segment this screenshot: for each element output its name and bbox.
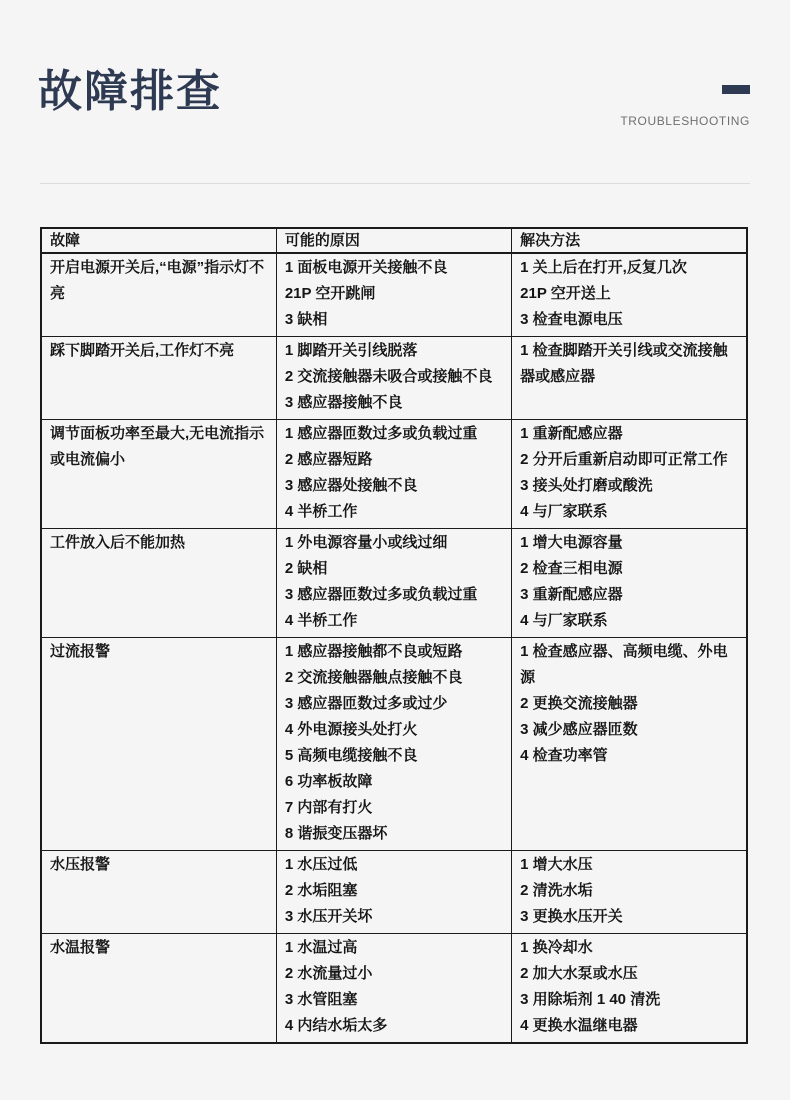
cell-line: 3 水压开关坏 [284,908,373,925]
header-causes: 可能的原因 [276,228,511,253]
fault-cell [41,529,276,638]
solutions-cell [512,934,747,1044]
cell-line: 2 交流接触器未吸合或接触不良 [284,368,493,385]
cell-line: 1 面板电源开关接触不良 [284,259,448,276]
cell-line: 2 交流接触器触点接触不良 [284,669,463,686]
cell-line: 1 增大水压 [520,856,593,873]
cell-line: 水温报警 [50,939,111,956]
cell-line: 1 水压过低 [284,856,358,873]
cell-line: 5 高频电缆接触不良 [284,747,418,764]
header-divider [40,183,750,184]
table-row [41,934,747,1044]
cell-line: 1 关上后在打开,反复几次 [520,259,687,276]
cell-line: 1 外电源容量小或线过细 [284,534,448,551]
cell-line: 3 感应器接触不良 [284,394,403,411]
cell-line: 水压报警 [50,856,111,873]
cell-line: 1 脚踏开关引线脱落 [284,342,418,359]
solutions-cell [512,529,747,638]
causes-cell [276,934,511,1044]
cell-line: 1 重新配感应器 [520,425,623,442]
cell-line: 4 半桥工作 [284,503,358,520]
causes-cell [276,851,511,934]
cell-line: 3 感应器处接触不良 [284,477,418,494]
cell-line: 4 内结水垢太多 [284,1017,388,1034]
title-corner-block [620,81,750,128]
cell-line: 3 感应器匝数过多或负载过重 [284,586,478,603]
cell-line: 1 增大电源容量 [520,534,623,551]
cell-line: 4 检查功率管 [520,747,608,764]
cell-line: 4 外电源接头处打火 [284,721,418,738]
header-fault: 故障 [41,228,276,253]
table-body [41,253,747,1043]
table-row [41,253,747,337]
cell-line: 1 感应器匝数过多或负载过重 [284,425,478,442]
fault-cell [41,337,276,420]
cell-line: 21P 空开送上 [520,285,611,302]
fault-cell [41,934,276,1044]
cell-line: 4 半桥工作 [284,612,358,629]
table-row [41,420,747,529]
solutions-cell [512,638,747,851]
cell-line: 4 与厂家联系 [520,503,608,520]
cell-line: 1 换冷却水 [520,939,593,956]
cell-line: 2 水流量过小 [284,965,373,982]
cell-line: 2 更换交流接触器 [520,695,638,712]
table-row [41,851,747,934]
header-row [41,228,747,253]
cell-line: 调节面板功率至最大,无电流指示或电流偏小 [50,425,265,468]
cell-line: 2 检查三相电源 [520,560,623,577]
causes-cell [276,638,511,851]
cell-line: 3 重新配感应器 [520,586,623,603]
cell-line: 踩下脚踏开关后,工作灯不亮 [50,342,235,359]
cell-line: 3 更换水压开关 [520,908,623,925]
table-row [41,529,747,638]
cell-line: 3 接头处打磨或酸洗 [520,477,653,494]
cell-line: 3 缺相 [284,311,328,328]
solutions-cell [512,420,747,529]
cell-line: 2 感应器短路 [284,451,373,468]
solutions-cell [512,851,747,934]
cell-line: 3 检查电源电压 [520,311,623,328]
cell-line: 2 加大水泵或水压 [520,965,638,982]
header-solutions: 解决方法 [512,228,747,253]
cell-line: 3 水管阻塞 [284,991,358,1008]
cell-line: 7 内部有打火 [284,799,373,816]
table-row [41,337,747,420]
cell-line: 21P 空开跳闸 [284,285,376,302]
dash-icon [722,85,750,94]
cell-line: 4 更换水温继电器 [520,1017,638,1034]
causes-cell [276,420,511,529]
cell-line: 3 减少感应器匝数 [520,721,638,738]
fault-cell [41,253,276,337]
cell-line: 1 感应器接触都不良或短路 [284,643,463,660]
cell-line: 1 水温过高 [284,939,358,956]
cell-line: 4 与厂家联系 [520,612,608,629]
cell-line: 1 检查脚踏开关引线或交流接触器或感应器 [520,342,728,385]
cell-line: 3 感应器匝数过多或过少 [284,695,448,712]
cell-line: 2 缺相 [284,560,328,577]
cell-line: 过流报警 [50,643,111,660]
causes-cell [276,337,511,420]
fault-cell [41,638,276,851]
cell-line: 1 检查感应器、高频电缆、外电源 [520,643,728,686]
table-header [41,228,747,253]
solutions-cell [512,337,747,420]
cell-line: 8 谐振变压器坏 [284,825,388,842]
cell-line: 2 分开后重新启动即可正常工作 [520,451,728,468]
causes-cell [276,253,511,337]
fault-cell [41,420,276,529]
cell-line: 工件放入后不能加热 [50,534,186,551]
cell-line: 2 清洗水垢 [520,882,593,899]
cell-line: 6 功率板故障 [284,773,373,790]
cell-line: 3 用除垢剂 1 40 清洗 [520,991,661,1008]
table-row [41,638,747,851]
page-subtitle: TROUBLESHOOTING [620,114,750,128]
causes-cell [276,529,511,638]
solutions-cell [512,253,747,337]
page-title: 故障排查 [38,67,222,116]
troubleshooting-table [40,227,748,1044]
cell-line: 2 水垢阻塞 [284,882,358,899]
cell-line: 开启电源开关后,“电源”指示灯不亮 [50,259,265,302]
fault-cell [41,851,276,934]
